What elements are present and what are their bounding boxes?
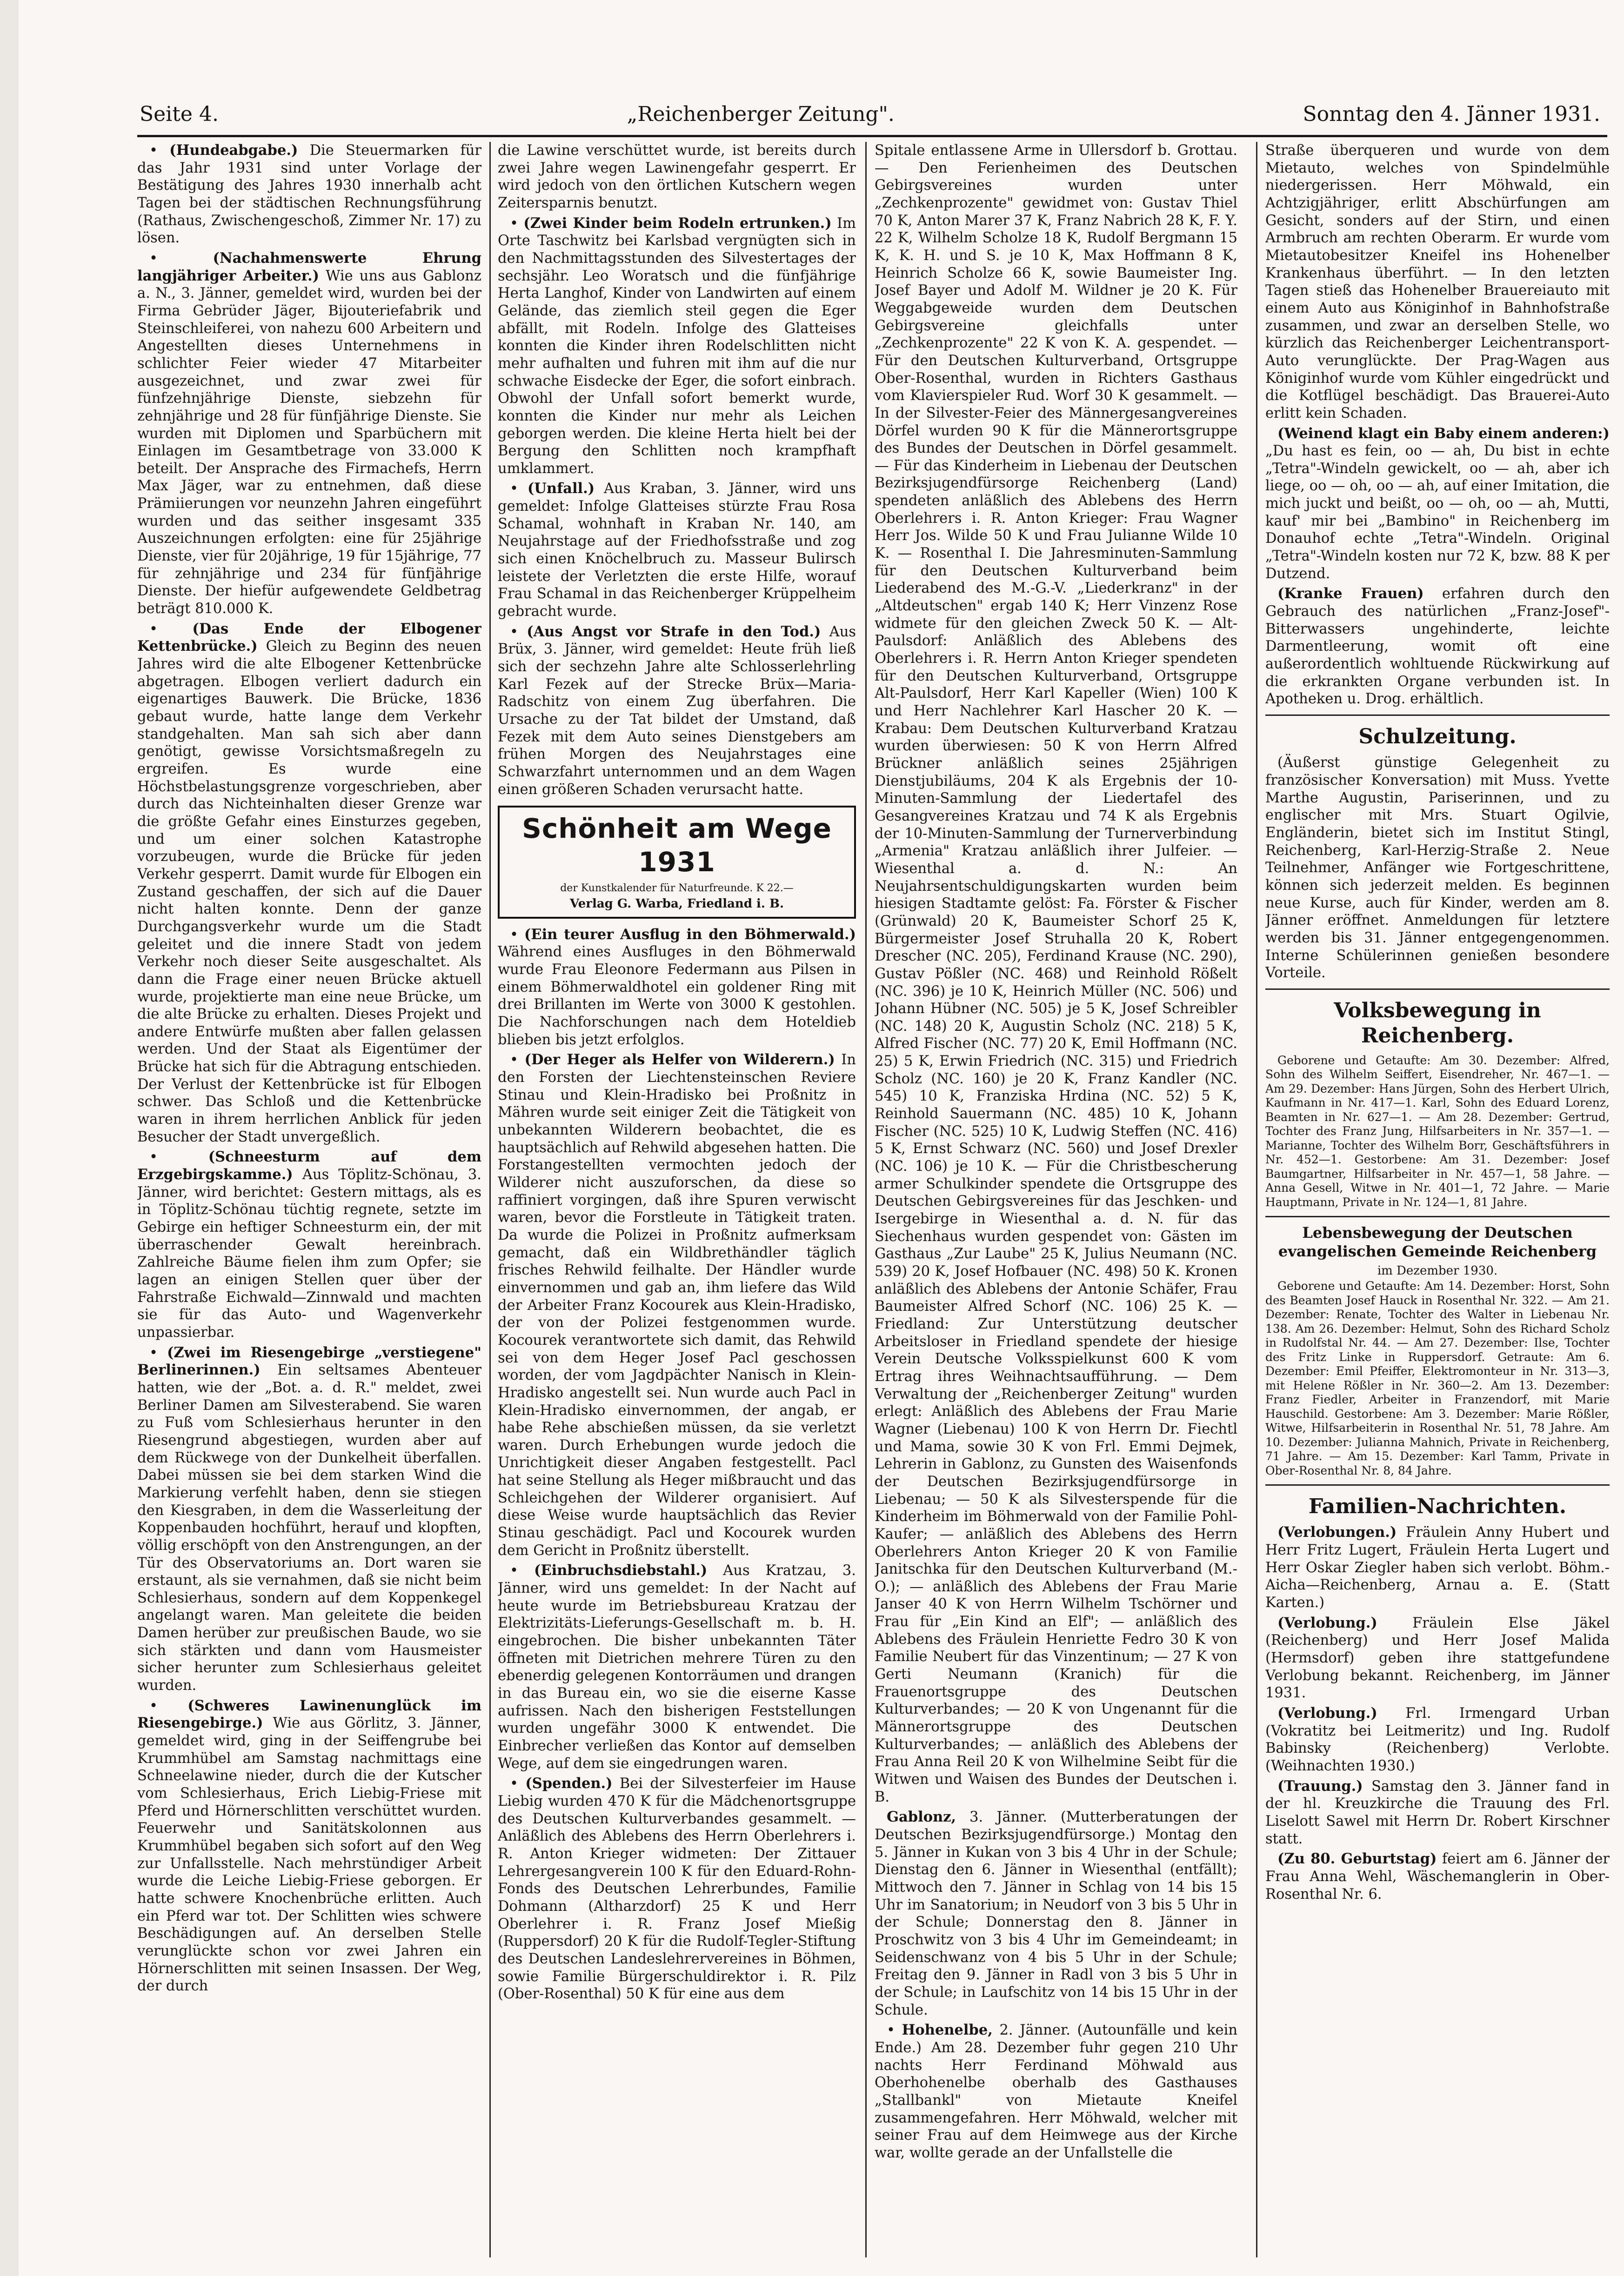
issue-date: Sonntag den 4. Jänner 1931. [1303,102,1600,126]
article-body: 3. Jänner. (Mutterberatungen der Deutschen Bezirksjugendfürsorge.) Montag den 5. Jänner in Kukan von 3 bis 4 Uhr in der Schule; Dienstag den 6. Jänner in Wiesenthal (entfällt); Mittwoch den 7. Jänner in Schlag von 14 bis 15 Uhr im Sanatorium; in Neudorf von 3 bis 5 Uhr in der Schule; Donnerstag den 8. Jänner in Proschwitz von 3 bis 4 Uhr im Gemeindeamt; in Seidenschwanz von 4 bis 5 Uhr in der Schule; Freitag den 9. Jänner in Radl von 3 bis 5 Uhr in der Schule; in Laufschitz von 14 bis 15 Uhr in der Schule. [875,1809,1237,2018]
article-heading: (Nachahmenswerte Ehrung langjähriger Arbeiter.) [137,249,481,284]
article-body: Aus Brüx, 3. Jänner, wird gemeldet: Heute früh ließ sich der sechzehn Jahre alte Schlosserlehrling Karl Fezek auf der Strecke Brüx—Maria-Radschitz von einem Zug überfahren. Die Ursache zu der Tat bildet der Umstand, daß Fezek mit dem Auto seines Dienstgebers am frühen Morgen des Neujahrstages eine Schwarzfahrt unternommen und an dem Wagen einen größeren Schaden verursacht hatte. [498,623,856,798]
section-subheading: im Dezember 1930. [1377,1264,1498,1278]
article-body: Gleich zu Beginn des neuen Jahres wird die alte Elbogener Kettenbrücke abgetragen. Elbogen verliert dadurch ein eigenartiges Bauwerk. Die Brücke, 1836 gebaut wurde, hatte lange dem Verkehr standgehalten. Man sah sich aber dann genötigt, gewisse Vorsichtsmaßregeln zu ergreifen. Es wurde eine Höchstbelastungsgrenze vorgeschrieben, aber durch das Nichteinhalten dieser Grenze war die größte Gefahr eines Einsturzes gegeben, und um einer solchen Katastrophe vorzubeugen, wurde die Brücke für jeden Verkehr gesperrt. Damit wurde für Elbogen ein Zustand geschaffen, der sich auf die Dauer nicht halten konnte. Denn der ganze Durchgangsverkehr wurde um die Stadt geleitet und die innere Stadt von jedem Verkehr noch dieser Seite ausgeschaltet. Als dann die Frage einer neuen Brücke aktuell wurde, projektierte man eine neue Brücke, um die alte Brücke zu erhalten. Dieses Projekt und andere Entwürfe mußten aber fallen gelassen werden. Und der Staat als Eigentümer der Brücke hat sich für die Abtragung entschieden. Der Verlust der Kettenbrücke ist für Elbogen schwer. Das Schloß und die Kettenbrücke waren in ihrem herrlichen Anblick für jeden Besucher der Stadt unvergeßlich. [137,638,481,1145]
section-heading-evangelisch: Lebensbewegung der Deutschen evangelischen Gemeinde Reichenberg [1278,1224,1597,1260]
family-notice [1265,1778,1610,1848]
article-heading: (Einbruchsdiebstahl.) [534,1562,708,1579]
notice-heading: (Kranke Frauen) [1277,585,1424,602]
article-heading: (Schneesturm auf dem Erzgebirgskamme.) [137,1148,481,1183]
section-heading-volksbewegung: Volksbewegung in Reichenberg. [1334,998,1541,1048]
article-body: Ein seltsames Abenteuer hatten, wie der „Bot. a. d. R." meldet, zwei Berliner Damen am Silvesterabend. Sie waren zu Fuß vom Schlesierhaus herunter in den Riesengrund abgestiegen, wurden aber auf dem Rückwege von der Dunkelheit überfallen. Dabei müssen sie bei dem starken Wind die Markierung verfehlt haben, denn sie stiegen den Kiesgraben, in dem die Wasserleitung der Koppenbauden hochführt, herauf und klopften, völlig erschöpft von den Anstrengungen, an der Tür des Observatoriums an. Dort waren sie erstaunt, als sie vernahmen, daß sie nicht beim Schlesierhaus, sondern auf dem Koppenkegel angelangt waren. Man geleitete die beiden Damen herüber zur preußischen Baude, wo sie sich stärkten und dann vom Hausmeister sicher herunter zum Schlesierhaus geleitet wurden. [137,1362,481,1694]
scan-edge [0,0,19,2276]
civil-register: Geborene und Getaufte: Am 30. Dezember: Alfred, Sohn des Wilhelm Seiffert, Eisendreher, Nr. 467—1. — Am 29. Dezember: Hans Jürgen, Sohn des Herbert Ulrich, Kaufmann in Nr. 417—1. Karl, Sohn des Eduard Lorenz, Beamten in Nr. 627—1. — Am 28. Dezember: Gertrud, Tochter des Franz Jung, Hilfsarbeiters in Nr. 357—1. — Marianne, Tochter des Wilhelm Borr, Geschäftsführers in Nr. 452—1. Gestorbene: Am 31. Dezember: Josef Baumgartner, Hilfsarbeiter in Nr. 457—1, 58 Jahre. — Anna Gesell, Witwe in Nr. 401—1, 72 Jahre. — Marie Hauptmann, Private in Nr. 124—1, 81 Jahre. [1265,1053,1610,1209]
notice-body: Frl. Irmengard Urban (Vokratitz bei Leitmeritz) und Ing. Rudolf Babinsky (Reichenberg) Verlobte. (Weihnachten 1930.) [1265,1705,1610,1775]
article-body: Während eines Ausfluges in den Böhmerwald wurde Frau Eleonore Federmann aus Pilsen in einem Böhmerwaldhotel ein goldener Ring mit drei Brillanten im Werte von 3000 K gestohlen. Die Nachforschungen nach dem Hoteldieb blieben bis jetzt erfolglos. [498,944,856,1048]
column-divider [865,142,867,2257]
section-divider [1265,714,1610,716]
page-number: Seite 4. [140,102,219,126]
article: • (Zwei Kinder beim Rodeln ertrunken.) Im Orte Taschwitz bei Karlsbad vergnügten sich in den Nachmittagsstunden des Silvestertages der sechsjähr. Leo Woratsch und die fünfjährige Herta Langhof, Kinder von Landwirten auf einem Gelände, das ziemlich steil gegen die Eger abfällt, mit Rodeln. Infolge des Glatteises konnten die Kinder ihren Rodelschlitten nicht mehr aufhalten und fuhren mit ihm auf die nur schwache Eisdecke der Eger, die sofort einbrach. Obwohl der Unfall sofort bemerkt wurde, konnten die Kinder nur mehr als Leichen geborgen werden. Die kleine Herta hielt bei der Bergung den Schlitten noch krampfhaft umklammert. [498,214,856,477]
column-3 [875,142,1237,2257]
article: • Hohenelbe, 2. Jänner. (Autounfälle und kein Ende.) Am 28. Dezember fuhr gegen 210 Uhr nachts Herr Ferdinand Möhwald aus Oberhohenelbe oberhalb des Gasthauses „Stallbankl" von Mietaute Kneifel zusammengefahren. Herr Möhwald, welcher mit seiner Frau auf dem Heimwege aus der Kirche war, wollte gerade an der Unfallstelle die [875,2022,1237,2161]
article-body: Wie uns aus Gablonz a. N., 3. Jänner, gemeldet wird, wurden bei der Firma Gebrüder Jäger, Bijouteriefabrik und Steinschleiferei, von nahezu 600 Arbeitern und Angestellten dieses Unternehmens in schlichter Feier wieder 47 Mitarbeiter ausgezeichnet, und zwar zwei für fünfzehnjährige Dienste, siebzehn für zehnjährige und 28 für fünfjährige Dienste. Sie wurden mit Diplomen und Sparbüchern mit Einlagen im Gesamtbetrage von 33.000 K beteilt. Der Ansprache des Firmachefs, Herrn Max Jäger, war zu entnehmen, daß diese Prämiierungen vor neunzehn Jahren eingeführt wurden und das seither insgesamt 335 Auszeichnungen erfolgten: eine für 25jährige Dienste, vier für 20jährige, 19 für 15jährige, 77 für zehnjährige und 234 für fünfjährige Dienste. Der hiefür aufgewendete Geldbetrag beträgt 810.000 K. [137,267,481,617]
article-body: Aus Töplitz-Schönau, 3. Jänner, wird berichtet: Gestern mittags, als es in Töplitz-Schönau tüchtig regnete, setzte im Gebirge ein heftiger Schneesturm ein, der mit überraschender Gewalt hereinbrach. Zahlreiche Bäume fielen ihm zum Opfer; sie lagen an einigen Stellen quer über der Fahrstraße Eichwald—Zinnwald und machten sie für das Auto- und Wagenverkehr unpassierbar. [137,1167,481,1341]
notice-body: erfahren durch den Gebrauch des natürlichen „Franz-Josef"-Bitterwassers ungehinderte, leichte Darmentleerung, womit oft eine außerordentlich wohltuende Rückwirkung auf die erkrankten Organe verbunden ist. In Apotheken u. Drog. erhältlich. [1265,586,1610,707]
article-heading: Gablonz, [887,1809,956,1826]
notice-body: „Du hast es fein, oo — ah, Du bist in echte „Tetra"-Windeln gewickelt, oo — ah, aber ich liege, oo — oh, oo — ah, auf einer Imitation, die mich juckt und beißt, oo — oh, oo — ah, Mutti, kauf' mir bei „Bambino" in Reichenberg im Donauhof echte „Tetra"-Windeln. Original „Tetra"-Windeln kosten nur 72 K, bzw. 88 K per Dutzend. [1265,443,1610,582]
family-notice [1265,1850,1610,1903]
article-heading: (Das Ende der Elbogener Kettenbrücke.) [137,620,481,655]
article-heading: (Aus Angst vor Strafe in den Tod.) [527,623,821,640]
notice-heading: (Verlobung.) [1277,1614,1377,1631]
school-notice: (Äußerst günstige Gelegenheit zu französischer Konversation) mit Muss. Yvette Marthe Augustin, Pariserinnen, und zu englischer mit Mrs. Stuart Ogilvie, Engländerin, bietet sich im Institut Stingl, Reichenberg, Karl-Herzig-Straße 2. Neue Teilnehmer, Anfänger wie Fortgeschrittene, können sich jederzeit melden. Es beginnen neue Kurse, auch für Kinder, werden am 8. Jänner eröffnet. Anmeldungen für letztere werden bis 31. Jänner entgegengenommen. Interne Schülerinnen genießen besondere Vorteile. [1265,754,1610,981]
article: • (Schneesturm auf dem Erzgebirgskamme.) Aus Töplitz-Schönau, 3. Jänner, wird berichtet: Gestern mittags, als es in Töplitz-Schönau tüchtig regnete, setzte im Gebirge ein heftiger Schneesturm ein, der mit überraschender Gewalt hereinbrach. Zahlreiche Bäume fielen ihm zum Opfer; sie lagen an einigen Stellen quer über der Fahrstraße Eichwald—Zinnwald und machten sie für das Auto- und Wagenverkehr unpassierbar. [137,1148,481,1341]
advertisement-notice [1265,585,1610,708]
article-body: 2. Jänner. (Autounfälle und kein Ende.) Am 28. Dezember fuhr gegen 210 Uhr nachts Herr Ferdinand Möhwald aus Oberhohenelbe oberhalb des Gasthauses „Stallbankl" von Mietaute Kneifel zusammengefahren. Herr Möhwald, welcher mit seiner Frau auf dem Heimwege aus der Kirche war, wollte gerade an der Unfallstelle die [875,2022,1237,2161]
parish-register: Geborene und Getaufte: Am 14. Dezember: Horst, Sohn des Beamten Josef Hauck in Rosenthal Nr. 322. — Am 21. Dezember: Renate, Tochter des Walter in Liebenau Nr. 138. Am 26. Dezember: Helmut, Sohn des Richard Scholz in Rudolfstal Nr. 44. — Am 27. Dezember: Ilse, Tochter des Fritz Linke in Ruppersdorf. Getraute: Am 6. Dezember: Emil Pfeiffer, Elektromonteur in Nr. 313—3, mit Helene Rößler in Nr. 360—2. Am 13. Dezember: Franz Fiedler, Arbeiter in Franzendorf, mit Marie Hauschild. Gestorbene: Am 3. Dezember: Marie Rößler, Witwe, Hilfsarbeiterin in Rosenthal Nr. 51, 78 Jahre. Am 10. Dezember: Julianna Mahnich, Private in Reichenberg, 71 Jahre. — Am 15. Dezember: Karl Tamm, Private in Ober-Rosenthal Nr. 8, 84 Jahre. [1265,1279,1610,1477]
article: • (Der Heger als Helfer von Wilderern.) In den Forsten der Liechtensteinschen Reviere Stinau und Klein-Hradisko bei Proßnitz in Mähren wurde seit einiger Zeit die Tätigkeit von unbekannten Wilderern beobachtet, die es hauptsächlich auf Rehwild abgesehen hatten. Die Forstangestellten vermochten jedoch der Wilderer nicht auszuforschen, da diese so raffiniert vorgingen, daß ihre Spuren verwischt waren, bevor die Forstleute in Tätigkeit traten. Da wurde die Polizei in Proßnitz aufmerksam gemacht, daß ein Wildbrethändler täglich frisches Rehwild feilhalte. Der Händler wurde einvernommen und gab an, ihm liefere das Wild der Arbeiter Franz Kocourek aus Klein-Hradisko, der von der Polizei festgenommen wurde. Kocourek verantwortete sich damit, das Rehwild sei von dem Heger Josef Pacl geschossen worden, der vom Jagdpächter Nanisch in Klein-Hradisko angestellt sei. Nun wurde auch Pacl in Klein-Hradisko einvernommen, der angab, er habe Rehe abschießen müssen, da sie verletzt waren. Durch Erhebungen wurde jedoch die Unrichtigkeit dieser Angaben festgestellt. Pacl hat seine Stellung als Heger mißbraucht und das Schleichgehen der Wilderer organisiert. Auf diese Weise wurde hauptsächlich das Revier Stinau geschädigt. Pacl und Kocourek wurden dem Gericht in Proßnitz überstellt. [498,1051,856,1559]
article-body: Die Steuermarken für das Jahr 1931 sind unter Vorlage der Bestätigung des Jahres 1930 innerhalb acht Tagen bei der städtischen Rechnungsführung (Rathaus, Zwischengeschoß, Zimmer Nr. 17) zu lösen. [137,142,481,247]
ad-publisher: Verlag G. Warba, Friedland i. B. [569,896,784,911]
article-continuation [498,142,856,212]
notice-body: Fräulein Else Jäkel (Reichenberg) und Herr Josef Malida (Hermsdorf) geben ihre stattgefundene Verlobung bekannt. Reichenberg, im Jänner 1931. [1265,1615,1610,1702]
section-divider [1265,1484,1610,1486]
article: • (Zwei im Riesengebirge „verstiegene" Berlinerinnen.) Ein seltsames Abenteuer hatten, wie der „Bot. a. d. R." meldet, zwei Berliner Damen am Silvesterabend. Sie waren zu Fuß vom Schlesierhaus herunter in den Riesengrund abgestiegen, wurden aber auf dem Rückwege von der Dunkelheit überfallen. Dabei müssen sie bei dem starken Wind die Markierung verfehlt haben, denn sie stiegen den Kiesgraben, in dem die Wasserleitung der Koppenbauden hochführt, herauf und klopften, völlig erschöpft von den Anstrengungen, an der Tür des Observatoriums an. Dort waren sie erstaunt, als sie vernahmen, daß sie nicht beim Schlesierhaus, sondern auf dem Koppenkegel angelangt waren. Man geleitete die beiden Damen herüber zur preußischen Baude, wo sie sich stärkten und dann vom Hausmeister sicher herunter zum Schlesierhaus geleitet wurden. [137,1344,481,1694]
newspaper-title: „Reichenberger Zeitung". [627,102,895,126]
notice-heading: (Trauung.) [1277,1777,1363,1795]
article-body: Wie aus Görlitz, 3. Jänner, gemeldet wird, ging in der Seiffengrube bei Krummhübel am Samstag nachmittags eine Schneelawine nieder, durch die der Kutscher vom Schlesierhaus, Erich Liebig-Friese mit Pferd und Hörnerschlitten verschüttet wurden. Feuerwehr und Sanitätskolonnen aus Krummhübel begaben sich sofort auf den Weg zur Unfallsstelle. Nach mehrstündiger Arbeit wurde die Leiche Liebig-Friese geborgen. Er hatte schwere Knochenbrüche erlitten. Auch ein Pferd war tot. Der Schlitten wies schwere Beschädigungen auf. An derselben Stelle verunglückte schon vor zwei Jahren ein Hörnerschlitten mit seinen Insassen. Der Weg, der durch [137,1715,481,1995]
notice-body: Samstag den 3. Jänner fand in der hl. Kreuzkirche die Trauung des Frl. Liselott Sawel mit Herrn Dr. Robert Kirschner statt. [1265,1778,1610,1847]
article-heading: (Zwei Kinder beim Rodeln ertrunken.) [523,214,832,232]
article [875,1809,1237,2019]
family-notice [1265,1524,1610,1611]
article-heading: (Unfall.) [527,480,595,497]
article-body: Aus Kratzau, 3. Jänner, wird uns gemeldet: In der Nacht auf heute wurde im Betriebsbureau Kratzau der Elektrizitäts-Lieferungs-Gesellschaft m. b. H. eingebrochen. Die bisher unbekannten Täter öffneten mit Dietrichen mehrere Türen zu den ebenerdig gelegenen Kontorräumen und drangen in das Bureau ein, wo sie die eiserne Kasse aufrissen. Nach den bisherigen Feststellungen wurden ungefähr 3000 K entwendet. Die Einbrecher verließen das Kontor auf demselben Wege, auf dem sie eingedrungen waren. [498,1562,856,1772]
article-heading: (Schweres Lawinenunglück im Riesengebirge.) [137,1697,481,1732]
article-body: Aus Kraban, 3. Jänner, wird uns gemeldet: Infolge Glatteises stürzte Frau Rosa Schamal, wohnhaft in Kraban Nr. 140, am Neujahrstage auf der Friedhofsstraße und zog sich einen Knöchelbruch zu. Masseur Bulirsch leistete der Verletzten die erste Hilfe, worauf Frau Schamal in das Reichenberger Krüppelheim gebracht wurde. [498,481,856,620]
article-heading: Hohenelbe, [902,2022,993,2039]
article: • (Schweres Lawinenunglück im Riesengebirge.) Wie aus Görlitz, 3. Jänner, gemeldet wird, ging in der Seiffengrube bei Krummhübel am Samstag nachmittags eine Schneelawine nieder, durch die der Kutscher vom Schlesierhaus, Erich Liebig-Friese mit Pferd und Hörnerschlitten verschüttet wurden. Feuerwehr und Sanitätskolonnen aus Krummhübel begaben sich sofort auf den Weg zur Unfallsstelle. Nach mehrstündiger Arbeit wurde die Leiche Liebig-Friese geborgen. Er hatte schwere Knochenbrüche erlitten. Auch ein Pferd war tot. Der Schlitten wies schwere Beschädigungen auf. An derselben Stelle verunglückte schon vor zwei Jahren ein Hörnerschlitten mit seinen Insassen. Der Weg, der durch [137,1697,481,1995]
notice-heading: (Zu 80. Geburtstag) [1277,1850,1437,1868]
article-body: Im Orte Taschwitz bei Karlsbad vergnügten sich in den Nachmittagsstunden des Silvestertages der sechsjähr. Leo Woratsch und die fünfjährige Herta Langhof, Kinder von Landwirten auf einem Gelände, das ziemlich steil gegen die Eger abfällt, mit Rodeln. Infolge des Glatteises konnten die Kinder ihren Rodelschlitten nicht mehr aufhalten und fuhren mit ihm auf die nur schwache Eisdecke der Eger, die sofort einbrach. Obwohl der Unfall sofort bemerkt wurde, konnten die Kinder nur mehr als Leichen geborgen werden. Die kleine Herta hielt bei der Bergung den Schlitten noch krampfhaft umklammert. [498,215,856,477]
column-4 [1265,142,1610,2257]
advertisement-box [498,806,856,919]
article: • (Aus Angst vor Strafe in den Tod.) Aus Brüx, 3. Jänner, wird gemeldet: Heute früh ließ sich der sechzehn Jahre alte Schlosserlehrling Karl Fezek auf der Strecke Brüx—Maria-Radschitz von einem Zug überfahren. Die Ursache zu der Tat bildet der Umstand, daß Fezek mit dem Auto seines Dienstgebers am frühen Morgen des Neujahrstages eine Schwarzfahrt unternommen und an dem Wagen einen größeren Schaden verursacht hatte. [498,623,856,798]
notice-body: Fräulein Anny Hubert und Herr Fritz Lugert, Fräulein Herta Lugert und Herr Oskar Ziegler haben sich verlobt. Böhm.-Aicha—Reichenberg, Arnau a. E. (Statt Karten.) [1265,1524,1610,1611]
section-divider [1265,1216,1610,1217]
family-notice [1265,1705,1610,1775]
article-heading: (Der Heger als Helfer von Wilderern.) [524,1051,835,1068]
section-heading-schulzeitung: Schulzeitung. [1358,725,1517,748]
article-body: Bei der Silvesterfeier im Hause Liebig wurden 470 K für die Mädchenortsgruppe des Deutschen Kulturverbandes gesammelt. — Anläßlich des Ablebens des Herrn Oberlehrers i. R. Anton Krieger widmeten: Der Zittauer Lehrergesangverein 100 K für den Eduard-Rohn-Fonds des Deutschen Lehrerbundes, Familie Dohmann (Altharzdorf) 25 K und Herr Oberlehrer i. R. Franz Josef Mießig (Ruppersdorf) 20 K für die Rudolf-Tegler-Stiftung des Deutschen Landeslehrervereines in Böhmen, sowie Familie Bürgerschuldirektor i. R. Pilz (Ober-Rosenthal) 50 K für eine aus dem [498,1775,856,2002]
article-heading: (Spenden.) [525,1775,613,1792]
article-body: In den Forsten der Liechtensteinschen Reviere Stinau und Klein-Hradisko bei Proßnitz in Mähren wurde seit einiger Zeit die Tätigkeit von unbekannten Wilderern beobachtet, die es hauptsächlich auf Rehwild abgesehen hatten. Die Forstangestellten vermochten jedoch der Wilderer nicht auszuforschen, da diese so raffiniert vorgingen, daß ihre Spuren verwischt waren, bevor die Forstleute in Tätigkeit traten. Da wurde die Polizei in Proßnitz aufmerksam gemacht, daß ein Wildbrethändler täglich frisches Rehwild feilhalte. Der Händler wurde einvernommen und gab an, ihm liefere das Wild der Arbeiter Franz Kocourek aus Klein-Hradisko, der von der Polizei festgenommen wurde. Kocourek verantwortete sich damit, das Rehwild sei von dem Heger Josef Pacl geschossen worden, der vom Jagdpächter Nanisch in Klein-Hradisko angestellt sei. Nun wurde auch Pacl in Klein-Hradisko einvernommen, der angab, er habe Rehe abschießen müssen, da sie verletzt waren. Durch Erhebungen wurde jedoch die Unrichtigkeit dieser Angaben festgestellt. Pacl hat seine Stellung als Heger mißbraucht und das Schleichgehen der Wilderer organisiert. Auf diese Weise wurde hauptsächlich das Revier Stinau geschädigt. Pacl und Kocourek wurden dem Gericht in Proßnitz überstellt. [498,1052,856,1559]
article-heading: (Hundeabgabe.) [169,142,298,159]
column-2 [498,142,856,2257]
column-1 [137,142,481,2257]
notice-body: feiert am 6. Jänner der Frau Anna Wehl, Wäschemanglerin in Ober-Rosenthal Nr. 6. [1265,1851,1610,1902]
article-continuation [875,142,1237,1806]
notice-heading: (Weinend klagt ein Baby einem anderen:) [1277,425,1610,442]
article: • (Hundeabgabe.) Die Steuermarken für das Jahr 1931 sind unter Vorlage der Bestätigung des Jahres 1930 innerhalb acht Tagen bei der städtischen Rechnungsführung (Rathaus, Zwischengeschoß, Zimmer Nr. 17) zu lösen. [137,142,481,247]
ad-subtitle: der Kunstkalender für Naturfreunde. K 22.— [560,882,794,894]
page-header [140,100,1600,128]
section-divider [1265,988,1610,990]
ad-title: Schönheit am Wege 1931 [522,813,832,878]
notice-heading: (Verlobungen.) [1277,1524,1397,1541]
article-continuation: Straße überqueren und wurde von dem Mietauto, welches von Spindelmühle niedergerissen. Herr Möhwald, ein Achtzigjähriger, erlitt Abschürfungen am Gesicht, sonders auf der Stirn, und einen Armbruch am rechten Oberarm. Er wurde vom Mietautobesitzer Kneifel ins Hohenelber Krankenhaus überführt. — In den letzten Tagen stieß das Hohenelber Brauereiauto mit einem Auto aus Königinhof in Bahnhofstraße zusammen, und zwar an derselben Stelle, wo kürzlich das Reichenberger Leichentransport-Auto verunglückte. Der Prag-Wagen aus Königinhof wurde vom Kühler eingedrückt und die Kotflügel beschädigt. Das Brauerei-Auto erlitt kein Schaden. [1265,142,1610,421]
advertisement-notice [1265,425,1610,583]
article: • (Ein teurer Ausflug in den Böhmerwald.) Während eines Ausfluges in den Böhmerwald wurde Frau Eleonore Federmann aus Pilsen in einem Böhmerwaldhotel ein goldener Ring mit drei Brillanten im Werte von 3000 K gestohlen. Die Nachforschungen nach dem Hoteldieb blieben bis jetzt erfolglos. [498,926,856,1048]
article: • (Einbruchsdiebstahl.) Aus Kratzau, 3. Jänner, wird uns gemeldet: In der Nacht auf heute wurde im Betriebsbureau Kratzau der Elektrizitäts-Lieferungs-Gesellschaft m. b. H. eingebrochen. Die bisher unbekannten Täter öffneten mit Dietrichen mehrere Türen zu den ebenerdig gelegenen Kontorräumen und drangen in das Bureau ein, wo sie die eiserne Kasse aufrissen. Nach den bisherigen Feststellungen wurden ungefähr 3000 K entwendet. Die Einbrecher verließen das Kontor auf demselben Wege, auf dem sie eingedrungen waren. [498,1562,856,1772]
column-divider [489,142,491,2257]
column-divider [1256,142,1257,2257]
section-heading-familien: Familien-Nachrichten. [1308,1495,1567,1519]
article-body: Spitale entlassene Arme in Ullersdorf b. Grottau. — Den Ferienheimen des Deutschen Gebirgsvereines wurden unter „Zechkenprozente" gewidmet von: Gustav Thiel 70 K, Anton Marer 37 K, Franz Nabrich 28 K, F. Y. 22 K, Wilhelm Scholze 18 K, Rudolf Bergmann 15 K, K. H. und S. je 10 K, Max Hoffmann 8 K, Heinrich Scholze 66 K, sowie Baumeister Ing. Josef Bayer und Adolf M. Wildner je 20 K. Für Weggabgeweide wurden dem Deutschen Gebirgsvereine gleichfalls unter „Zechkenprozente" 22 K von K. A. gespendet. — Für den Deutschen Kulturverband, Ortsgruppe Ober-Rosenthal, wurden in Richters Gasthaus vom Klavierspieler Rud. Worf 30 K gesammelt. — In der Silvester-Feier des Männergesangvereines Dörfel wurden 90 K für die Männerortsgruppe des Bundes der Deutschen in Dörfel gesammelt. — Für das Kinderheim in Liebenau der Deutschen Bezirksjugendfürsorge Reichenberg (Land) spendeten anläßlich des Ablebens des Herrn Oberlehrers i. R. Anton Krieger: Frau Wagner Herr Jos. Wilde 50 K und Frau Julianne Wilde 10 K. — Rosenthal I. Die Jahresminuten-Sammlung für den Deutschen Kulturverband beim Liederabend des M.-G.-V. „Liederkranz" in der „Altdeutschen" ergab 140 K; Herr Vinzenz Rose widmete für den gleichen Zweck 50 K. — Alt-Paulsdorf: Anläßlich des Ablebens des Oberlehrers i. R. Herrn Anton Krieger spendeten für den Deutschen Kulturverband, Ortsgruppe Alt-Paulsdorf, Herr Karl Kapeller (Wien) 100 K und Herr Nachlehrer Karl Hascher 20 K. — Krabau: Dem Deutschen Kulturverband Kratzau wurden überwiesen: 50 K von Herrn Alfred Brückner anläßlich seines 25jährigen Dienstjubiläums, 204 K als Ergebnis der 10-Minuten-Sammlung der Liedertafel des Gesangvereines Kratzau und 74 K als Ergebnis der 10-Minuten-Sammlung der Turnerverbindung „Armenia" Kratzau anläßlich ihrer Julfeier. — Wiesenthal a. d. N.: An Neujahrsentschuldigungskarten wurden beim hiesigen Stadtamte gelöst: Fa. Förster & Fischer (Grünwald) 20 K, Baumeister Schorf 25 K, Bürgermeister Josef Struhalla 20 K, Robert Drescher (NC. 205), Ferdinand Krause (NC. 290), Gustav Pößler (NC. 468) und Reinhold Rößelt (NC. 396) je 10 K, Heinrich Müller (NC. 506) und Johann Hübner (NC. 505) je 5 K, Josef Schreibler (NC. 148) 20 K, Augustin Scholz (NC. 218) 5 K, Alfred Fischer (NC. 77) 20 K, Emil Hoffmann (NC. 25) 5 K, Erwin Friedrich (NC. 315) und Friedrich Scholz (NC. 160) je 20 K, Franz Kandler (NC. 545) 10 K, Franziska Hrdina (NC. 52) 5 K, Reinhold Sauermann (NC. 485) 10 K, Johann Fischer (NC. 525) 10 K, Ludwig Steffen (NC. 416) 5 K, Ernst Schwarz (NC. 560) und Josef Drexler (NC. 106) je 10 K. — Für die Christbescherung armer Schulkinder spendete die Ortsgruppe des Deutschen Gebirgsvereines für das Jeschken- und Isergebirge in Wiesenthal a. d. N. für das Siechenhaus wurden gespendet von: Gästen im Gasthaus „Zur Laube" 25 K, Julius Neumann (NC. 539) 20 K, Josef Hofbauer (NC. 498) 50 K. Kronen anläßlich des Ablebens der Antonie Schäfer, Frau Baumeister Alfred Schorf (NC. 106) 25 K. — Friedland: Zur Unterstützung deutscher Arbeitsloser in Friedland spendete der hiesige Verein Deutsche Volksspielkunst 600 K vom Ertrag ihres Weihnachtsaufführung. — Dem Verwaltung der „Reichenberger Zeitung" wurden erlegt: Anläßlich des Ablebens der Frau Marie Wagner (Liebenau) 100 K von Herrn Dr. Fiechtl und Mama, sowie 30 K von Frl. Emmi Dejmek, Lehrerin in Gablonz, zu Gunsten des Waisenfonds der Deutschen Bezirksjugendfürsorge in Liebenau; — 50 K als Silvesterspende für die Kinderheim im Böhmerwald von der Familie Pohl-Kaufer; — anläßlich des Ablebens des Herrn Oberlehrers Anton Krieger 20 K von Familie Janitschka für den Deutschen Kulturverband (M.-O.); — anläßlich des Ablebens der Frau Marie Janser 40 K von Herrn Wilhelm Tschörner und Frau für „Ein Kind an Elf"; — anläßlich des Ablebens des Fräulein Henriette Fedro 30 K von Familie Neubert für das Vinzentinum; — 27 K von Gerti Neumann (Kranich) für die Frauenortsgruppe des Deutschen Kulturverbandes; — 20 K von Ungenannt für die Männerortsgruppe des Deutschen Kulturverbandes; — anläßlich des Ablebens der Frau Anna Reil 20 K von Wilhelmine Seibt für die Witwen und Waisen des Bundes der Deutschen i. B. [875,142,1237,1805]
article: • (Spenden.) Bei der Silvesterfeier im Hause Liebig wurden 470 K für die Mädchenortsgruppe des Deutschen Kulturverbandes gesammelt. — Anläßlich des Ablebens des Herrn Oberlehrers i. R. Anton Krieger widmeten: Der Zittauer Lehrergesangverein 100 K für den Eduard-Rohn-Fonds des Deutschen Lehrerbundes, Familie Dohmann (Altharzdorf) 25 K und Herr Oberlehrer i. R. Franz Josef Mießig (Ruppersdorf) 20 K für die Rudolf-Tegler-Stiftung des Deutschen Landeslehrervereines in Böhmen, sowie Familie Bürgerschuldirektor i. R. Pilz (Ober-Rosenthal) 50 K für eine aus dem [498,1775,856,2002]
article-heading: (Ein teurer Ausflug in den Böhmerwald.) [524,926,856,943]
article-body: die Lawine verschüttet wurde, ist bereits durch zwei Jahre wegen Lawinengefahr gesperrt. Er wird jedoch von den örtlichen Kutschern wegen Zeitersparnis benutzt. [498,142,856,211]
family-notice [1265,1615,1610,1702]
article: • (Nachahmenswerte Ehrung langjähriger Arbeiter.) Wie uns aus Gablonz a. N., 3. Jänner, gemeldet wird, wurden bei der Firma Gebrüder Jäger, Bijouteriefabrik und Steinschleiferei, von nahezu 600 Arbeitern und Angestellten dieses Unternehmens in schlichter Feier wieder 47 Mitarbeiter ausgezeichnet, und zwar zwei für fünfzehnjährige Dienste, siebzehn für zehnjährige und 28 für fünfjährige Dienste. Sie wurden mit Diplomen und Sparbüchern mit Einlagen im Gesamtbetrage von 33.000 K beteilt. Der Ansprache des Firmachefs, Herrn Max Jäger, war zu entnehmen, daß diese Prämiierungen vor neunzehn Jahren eingeführt wurden und das seither insgesamt 335 Auszeichnungen erfolgten: eine für 25jährige Dienste, vier für 20jährige, 19 für 15jährige, 77 für zehnjährige und 234 für fünfjährige Dienste. Der hiefür aufgewendete Geldbetrag beträgt 810.000 K. [137,249,481,617]
article: • (Unfall.) Aus Kraban, 3. Jänner, wird uns gemeldet: Infolge Glatteises stürzte Frau Rosa Schamal, wohnhaft in Kraban Nr. 140, am Neujahrstage auf der Friedhofsstraße und zog sich einen Knöchelbruch zu. Masseur Bulirsch leistete der Verletzten die erste Hilfe, worauf Frau Schamal in das Reichenberger Krüppelheim gebracht wurde. [498,480,856,620]
notice-heading: (Verlobung.) [1277,1705,1377,1722]
article: • (Das Ende der Elbogener Kettenbrücke.) Gleich zu Beginn des neuen Jahres wird die alte Elbogener Kettenbrücke abgetragen. Elbogen verliert dadurch ein eigenartiges Bauwerk. Die Brücke, 1836 gebaut wurde, hatte lange dem Verkehr standgehalten. Man sah sich aber dann genötigt, gewisse Vorsichtsmaßregeln zu ergreifen. Es wurde eine Höchstbelastungsgrenze vorgeschrieben, aber durch das Nichteinhalten dieser Grenze war die größte Gefahr eines Einsturzes gegeben, und um einer solchen Katastrophe vorzubeugen, wurde die Brücke für jeden Verkehr gesperrt. Damit wurde für Elbogen ein Zustand geschaffen, der sich auf die Dauer nicht halten konnte. Denn der ganze Durchgangsverkehr wurde um die Stadt geleitet und die innere Stadt von jedem Verkehr noch dieser Seite ausgeschaltet. Als dann die Frage einer neuen Brücke aktuell wurde, projektierte man eine neue Brücke, um die alte Brücke zu erhalten. Dieses Projekt und andere Entwürfe mußten aber fallen gelassen werden. Und der Staat als Eigentümer der Brücke hat sich für die Abtragung entschieden. Der Verlust der Kettenbrücke ist für Elbogen schwer. Das Schloß und die Kettenbrücke waren in ihrem herrlichen Anblick für jeden Besucher der Stadt unvergeßlich. [137,620,481,1145]
article-heading: (Zwei im Riesengebirge „verstiegene" Berlinerinnen.) [137,1344,481,1379]
header-rule [137,135,1607,137]
